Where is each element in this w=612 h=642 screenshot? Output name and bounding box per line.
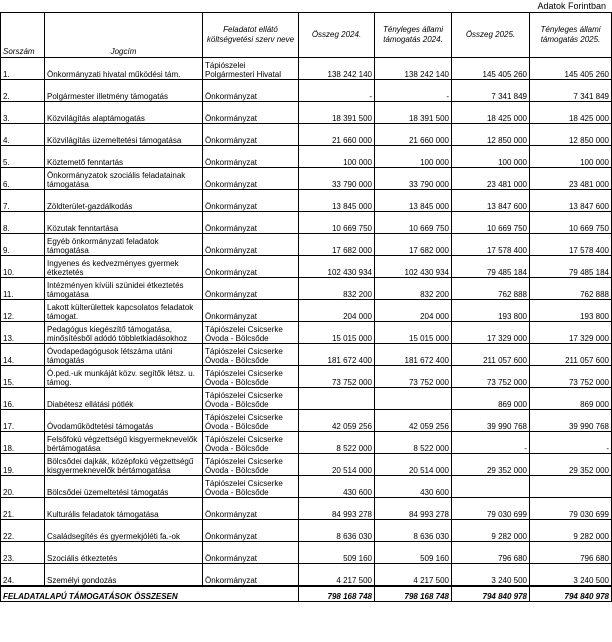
- row-number: 22.: [1, 520, 45, 542]
- row-organization: Tápiószelei Csicserke Óvoda - Bölcsőde: [203, 344, 299, 366]
- row-organization: Önkormányzat: [203, 278, 299, 300]
- row-number: 16.: [1, 388, 45, 410]
- row-tenyleges-2025: 17 578 400: [530, 234, 612, 256]
- row-osszeg-2025: 211 057 600: [452, 344, 530, 366]
- table-row: [1, 124, 612, 146]
- row-organization: Tápiószelei Polgármesteri Hivatal: [203, 58, 299, 80]
- row-organization: Önkormányzat: [203, 256, 299, 278]
- row-title: Közutak fenntartása: [45, 212, 203, 234]
- table-row: [1, 322, 612, 344]
- table-row: [1, 542, 612, 564]
- row-osszeg-2024: -: [299, 80, 375, 102]
- row-osszeg-2025: 79 485 184: [452, 256, 530, 278]
- row-osszeg-2025: 796 680: [452, 542, 530, 564]
- row-title: Ó.ped.-uk munkáját közv. segítők létsz. u. támog.: [45, 366, 203, 388]
- table-row: [1, 102, 612, 124]
- row-number: 7.: [1, 190, 45, 212]
- row-number: 1.: [1, 58, 45, 80]
- header-org: Feladatot ellátó költségvetési szerv neve: [203, 13, 299, 58]
- row-number: 14.: [1, 344, 45, 366]
- row-tenyleges-2024: 102 430 934: [375, 256, 452, 278]
- row-tenyleges-2024: 181 672 400: [375, 344, 452, 366]
- row-title: Intézményen kívüli szünidei étkeztetés támogatása: [45, 278, 203, 300]
- row-tenyleges-2024: 509 160: [375, 542, 452, 564]
- row-tenyleges-2025: 23 481 000: [530, 168, 612, 190]
- row-organization: Önkormányzat: [203, 564, 299, 587]
- row-tenyleges-2025: 39 990 768: [530, 410, 612, 432]
- row-organization: Tápiószelei Csicserke Óvoda - Bölcsőde: [203, 432, 299, 454]
- table-row: [1, 234, 612, 256]
- row-organization: Önkormányzat: [203, 520, 299, 542]
- header-title: Jogcím: [45, 13, 203, 58]
- row-osszeg-2024: 8 522 000: [299, 432, 375, 454]
- header-row: [1, 13, 612, 58]
- row-number: 15.: [1, 366, 45, 388]
- row-osszeg-2025: 7 341 849: [452, 80, 530, 102]
- row-osszeg-2025: 17 578 400: [452, 234, 530, 256]
- row-number: 19.: [1, 454, 45, 476]
- row-tenyleges-2025: 73 752 000: [530, 366, 612, 388]
- row-tenyleges-2025: 13 847 600: [530, 190, 612, 212]
- row-tenyleges-2025: 79 485 184: [530, 256, 612, 278]
- row-osszeg-2024: 15 015 000: [299, 322, 375, 344]
- table-row: [1, 278, 612, 300]
- row-number: 10.: [1, 256, 45, 278]
- header-tenyleges-2024: Tényleges állami támogatás 2024.: [375, 13, 452, 58]
- row-number: 11.: [1, 278, 45, 300]
- row-osszeg-2024: 430 600: [299, 476, 375, 498]
- row-title: Óvodaműködtetési támogatás: [45, 410, 203, 432]
- header-no: Sorszám: [1, 13, 45, 58]
- row-osszeg-2025: 79 030 699: [452, 498, 530, 520]
- row-tenyleges-2025: 193 800: [530, 300, 612, 322]
- row-number: 18.: [1, 432, 45, 454]
- row-number: 17.: [1, 410, 45, 432]
- row-tenyleges-2025: 145 405 260: [530, 58, 612, 80]
- table-row: [1, 454, 612, 476]
- row-tenyleges-2025: 29 352 000: [530, 454, 612, 476]
- row-title: Köztemető fenntartás: [45, 146, 203, 168]
- table-row: [1, 432, 612, 454]
- row-tenyleges-2025: 12 850 000: [530, 124, 612, 146]
- table-row: [1, 498, 612, 520]
- row-title: Egyéb önkormányzati feladatok támogatása: [45, 234, 203, 256]
- table-row: [1, 520, 612, 542]
- table-row: [1, 388, 612, 410]
- row-tenyleges-2024: [375, 388, 452, 410]
- total-row: [1, 586, 612, 602]
- unit-label: Adatok Forintban: [537, 1, 606, 11]
- row-osszeg-2025: 23 481 000: [452, 168, 530, 190]
- total-tenyleges-2024: 798 168 748: [375, 586, 452, 602]
- row-osszeg-2025: 193 800: [452, 300, 530, 322]
- row-tenyleges-2024: 100 000: [375, 146, 452, 168]
- row-tenyleges-2025: [530, 476, 612, 498]
- row-number: 23.: [1, 542, 45, 564]
- row-number: 9.: [1, 234, 45, 256]
- row-title: Zöldterület-gazdálkodás: [45, 190, 203, 212]
- row-title: Kulturális feladatok támogatása: [45, 498, 203, 520]
- row-osszeg-2024: 102 430 934: [299, 256, 375, 278]
- row-organization: Tápiószelei Csicserke Óvoda - Bölcsőde: [203, 410, 299, 432]
- table-row: [1, 300, 612, 322]
- row-tenyleges-2024: 8 636 030: [375, 520, 452, 542]
- table-row: [1, 256, 612, 278]
- row-tenyleges-2024: 21 660 000: [375, 124, 452, 146]
- row-osszeg-2024: 73 752 000: [299, 366, 375, 388]
- row-organization: Tápiószelei Csicserke Óvoda - Bölcsőde: [203, 388, 299, 410]
- row-tenyleges-2024: 84 993 278: [375, 498, 452, 520]
- row-tenyleges-2025: 100 000: [530, 146, 612, 168]
- row-organization: Önkormányzat: [203, 80, 299, 102]
- total-tenyleges-2025: 794 840 978: [530, 586, 612, 602]
- row-title: Szociális étkeztetés: [45, 542, 203, 564]
- row-osszeg-2025: 9 282 000: [452, 520, 530, 542]
- row-tenyleges-2024: 15 015 000: [375, 322, 452, 344]
- row-title: Pedagógus kiegészítő támogatása, minősítésből adódó többletkiadásokhoz: [45, 322, 203, 344]
- row-organization: Önkormányzat: [203, 190, 299, 212]
- row-tenyleges-2024: 430 600: [375, 476, 452, 498]
- row-osszeg-2024: 20 514 000: [299, 454, 375, 476]
- row-tenyleges-2024: 204 000: [375, 300, 452, 322]
- row-tenyleges-2025: 211 057 600: [530, 344, 612, 366]
- row-title: Önkormányzati hivatal működési tám.: [45, 58, 203, 80]
- row-organization: Önkormányzat: [203, 168, 299, 190]
- row-title: Személyi gondozás: [45, 564, 203, 587]
- row-osszeg-2025: 10 669 750: [452, 212, 530, 234]
- total-osszeg-2025: 794 840 978: [452, 586, 530, 602]
- row-title: Családsegítés és gyermekjóléti fa.-ok: [45, 520, 203, 542]
- row-osszeg-2024: [299, 388, 375, 410]
- header-osszeg-2025: Összeg 2025.: [452, 13, 530, 58]
- row-tenyleges-2024: 13 845 000: [375, 190, 452, 212]
- row-osszeg-2024: 84 993 278: [299, 498, 375, 520]
- row-organization: Önkormányzat: [203, 102, 299, 124]
- row-organization: Önkormányzat: [203, 146, 299, 168]
- row-tenyleges-2024: 8 522 000: [375, 432, 452, 454]
- table-row: [1, 168, 612, 190]
- row-tenyleges-2025: -: [530, 432, 612, 454]
- table-row: [1, 410, 612, 432]
- row-number: 24.: [1, 564, 45, 587]
- row-osszeg-2024: 8 636 030: [299, 520, 375, 542]
- row-tenyleges-2025: 7 341 849: [530, 80, 612, 102]
- row-osszeg-2024: 21 660 000: [299, 124, 375, 146]
- row-title: Lakott külterülettek kapcsolatos feladatok támogat.: [45, 300, 203, 322]
- row-osszeg-2025: 12 850 000: [452, 124, 530, 146]
- row-osszeg-2024: 10 669 750: [299, 212, 375, 234]
- row-tenyleges-2024: 17 682 000: [375, 234, 452, 256]
- support-table: [0, 12, 612, 602]
- row-number: 5.: [1, 146, 45, 168]
- row-osszeg-2024: 204 000: [299, 300, 375, 322]
- table-row: [1, 212, 612, 234]
- row-tenyleges-2025: 9 282 000: [530, 520, 612, 542]
- row-tenyleges-2025: 762 888: [530, 278, 612, 300]
- row-osszeg-2025: 73 752 000: [452, 366, 530, 388]
- row-number: 2.: [1, 80, 45, 102]
- table-row: [1, 58, 612, 80]
- row-organization: Önkormányzat: [203, 498, 299, 520]
- row-number: 4.: [1, 124, 45, 146]
- table-row: [1, 190, 612, 212]
- row-osszeg-2025: 100 000: [452, 146, 530, 168]
- table-row: [1, 366, 612, 388]
- row-title: Közvilágítás üzemeltetési támogatása: [45, 124, 203, 146]
- row-tenyleges-2025: 17 329 000: [530, 322, 612, 344]
- row-number: 8.: [1, 212, 45, 234]
- row-osszeg-2025: 762 888: [452, 278, 530, 300]
- row-tenyleges-2025: 79 030 699: [530, 498, 612, 520]
- row-osszeg-2024: 832 200: [299, 278, 375, 300]
- row-osszeg-2024: 138 242 140: [299, 58, 375, 80]
- row-osszeg-2024: 17 682 000: [299, 234, 375, 256]
- row-number: 21.: [1, 498, 45, 520]
- row-osszeg-2024: 4 217 500: [299, 564, 375, 587]
- row-tenyleges-2024: 33 790 000: [375, 168, 452, 190]
- row-title: Önkormányzatok szociális feladatainak támogatása: [45, 168, 203, 190]
- header-osszeg-2024: Összeg 2024.: [299, 13, 375, 58]
- total-osszeg-2024: 798 168 748: [299, 586, 375, 602]
- table-row: [1, 564, 612, 587]
- row-osszeg-2025: 18 425 000: [452, 102, 530, 124]
- row-title: Felsőfokú végzettségű kisgyermeknevelők bértámogatása: [45, 432, 203, 454]
- table-row: [1, 476, 612, 498]
- row-organization: Önkormányzat: [203, 124, 299, 146]
- row-osszeg-2024: 181 672 400: [299, 344, 375, 366]
- row-number: 3.: [1, 102, 45, 124]
- row-tenyleges-2024: 138 242 140: [375, 58, 452, 80]
- row-tenyleges-2024: 20 514 000: [375, 454, 452, 476]
- row-tenyleges-2025: 796 680: [530, 542, 612, 564]
- row-osszeg-2024: 13 845 000: [299, 190, 375, 212]
- row-osszeg-2025: -: [452, 432, 530, 454]
- row-title: Ingyenes és kedvezményes gyermek étkeztetés: [45, 256, 203, 278]
- row-tenyleges-2025: 869 000: [530, 388, 612, 410]
- row-number: 6.: [1, 168, 45, 190]
- row-osszeg-2025: 869 000: [452, 388, 530, 410]
- table-row: [1, 80, 612, 102]
- row-osszeg-2025: 3 240 500: [452, 564, 530, 587]
- row-tenyleges-2024: 18 391 500: [375, 102, 452, 124]
- row-tenyleges-2024: 832 200: [375, 278, 452, 300]
- table-row: [1, 146, 612, 168]
- row-osszeg-2025: 13 847 600: [452, 190, 530, 212]
- row-tenyleges-2024: -: [375, 80, 452, 102]
- row-organization: Önkormányzat: [203, 234, 299, 256]
- row-organization: Önkormányzat: [203, 300, 299, 322]
- row-osszeg-2025: 17 329 000: [452, 322, 530, 344]
- row-organization: Tápiószelei Csicserke Óvoda - Bölcsőde: [203, 366, 299, 388]
- row-tenyleges-2024: 42 059 256: [375, 410, 452, 432]
- row-tenyleges-2025: 10 669 750: [530, 212, 612, 234]
- row-title: Bölcsődei üzemeltetési támogatás: [45, 476, 203, 498]
- row-osszeg-2025: [452, 476, 530, 498]
- row-osszeg-2024: 100 000: [299, 146, 375, 168]
- row-osszeg-2025: 29 352 000: [452, 454, 530, 476]
- row-osszeg-2025: 145 405 260: [452, 58, 530, 80]
- row-title: Óvodapedagógusok létszáma utáni támogatás: [45, 344, 203, 366]
- row-number: 12.: [1, 300, 45, 322]
- row-tenyleges-2025: 18 425 000: [530, 102, 612, 124]
- table-row: [1, 344, 612, 366]
- row-tenyleges-2024: 4 217 500: [375, 564, 452, 587]
- row-title: Diabétesz ellátási pótlék: [45, 388, 203, 410]
- row-osszeg-2024: 18 391 500: [299, 102, 375, 124]
- row-organization: Önkormányzat: [203, 212, 299, 234]
- row-osszeg-2024: 509 160: [299, 542, 375, 564]
- row-tenyleges-2025: 3 240 500: [530, 564, 612, 587]
- row-number: 20.: [1, 476, 45, 498]
- row-organization: Tápiószelei Csicserke Óvoda - Bölcsőde: [203, 454, 299, 476]
- row-number: 13.: [1, 322, 45, 344]
- row-title: Polgármester illetmény támogatás: [45, 80, 203, 102]
- row-tenyleges-2024: 73 752 000: [375, 366, 452, 388]
- header-tenyleges-2025: Tényleges állami támogatás 2025.: [530, 13, 612, 58]
- row-tenyleges-2024: 10 669 750: [375, 212, 452, 234]
- row-organization: Tápiószelei Csicserke Óvoda - Bölcsőde: [203, 322, 299, 344]
- row-organization: Tápiószelei Csicserke Óvoda - Bölcsőde: [203, 476, 299, 498]
- row-title: Közvilágítás alaptámogatás: [45, 102, 203, 124]
- row-osszeg-2025: 39 990 768: [452, 410, 530, 432]
- total-label: FELADATALAPÚ TÁMOGATÁSOK ÖSSZESEN: [1, 586, 299, 602]
- row-osszeg-2024: 42 059 256: [299, 410, 375, 432]
- row-osszeg-2024: 33 790 000: [299, 168, 375, 190]
- row-organization: Önkormányzat: [203, 542, 299, 564]
- row-title: Bölcsődei dajkák, középfokú végzettségű kisgyermeknevelők bértámogatása: [45, 454, 203, 476]
